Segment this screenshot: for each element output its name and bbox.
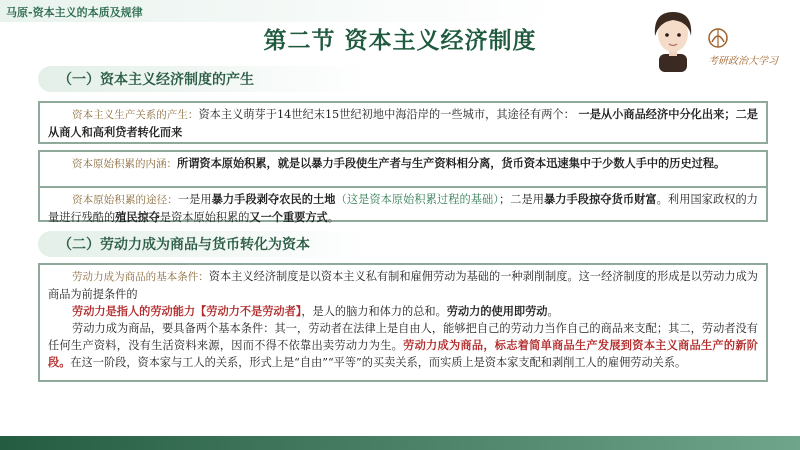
text: 一是用 [177,193,212,206]
content-box-accumulation-meaning [38,150,768,188]
text: 。 [547,305,559,318]
presenter-avatar [645,6,701,72]
bold-text: 劳动力的使用即劳动 [446,304,548,318]
text: 劳动力成为商品，要具备两个基本条件：其一，劳动者在法律上是自由人，能够把自己的劳动力当作自己的商品来支配；其二，劳动者没有任何生产资料，没有生活资料来源，因而不得不依靠出卖劳动力为生。 [48,322,758,352]
bold-text: 暴力手段剥夺农民的土地 [211,192,336,206]
label: 资本原始积累的途径： [72,194,178,206]
text: 资本主义萌芽于14世纪末15世纪初地中海沿岸的一些城市，其途径有两个： [198,108,575,121]
text: 是资本原始积累的 [159,211,250,224]
content-box-labor-power [38,263,768,382]
course-tag: 马原-资本主义的本质及规律 [6,6,143,19]
bold-text: 殖民掠夺 [115,210,160,224]
logo-text: 考研政治大学习 [708,56,778,67]
slide-title: 第二节 资本主义经济制度 [263,28,537,54]
text: ，是人的脑力和体力的总和。 [301,305,447,318]
text: 在这一阶段，资本家与工人的关系，形式上是“自由”“平等”的买卖关系，而实质上是资本家支配和剥削工人的雇佣劳动关系。 [70,356,687,369]
bold-text: 又一个重要方式 [249,210,328,224]
highlight-text: 劳动力成为商品，标志着简单商品生产发展到资本主义商品生产的新阶段。 [48,338,758,369]
bold-text: 所谓资本原始积累，就是以暴力手段使生产者与生产资料相分离，货币资本迅速集中于少数人手中的历史过程。 [177,156,726,170]
section-heading-2: （二）劳动力成为商品与货币转化为资本 [38,231,368,257]
text: 。利用国家政权的力量进行残酷的 [48,193,758,224]
label: 资本原始积累的内涵： [72,158,177,170]
label: 资本主义生产关系的产生： [72,109,199,121]
text: ；二是用 [498,193,545,206]
text: 。 [327,211,339,224]
bottom-bar [0,436,800,450]
bold-text: 一是从小商品经济中分化出来；二是从商人和高利贷者转化而来 [48,107,758,139]
label: 劳动力成为商品的基本条件： [72,271,209,283]
bold-text: 暴力手段掠夺货币财富 [544,192,657,206]
section-heading-1: （一）资本主义经济制度的产生 [38,66,368,92]
content-box-production-relations [38,101,768,144]
text: 资本主义经济制度是以资本主义私有制和雇佣劳动为基础的一种剥削制度。这一经济制度的形成是以劳动力成为商品为前提条件的 [48,270,758,301]
highlight-text: 劳动力是指人的劳动能力【劳动力不是劳动者】 [72,304,302,318]
content-box-accumulation-ways [38,188,768,222]
note-text: （这是资本原始积累过程的基础） [335,193,499,206]
